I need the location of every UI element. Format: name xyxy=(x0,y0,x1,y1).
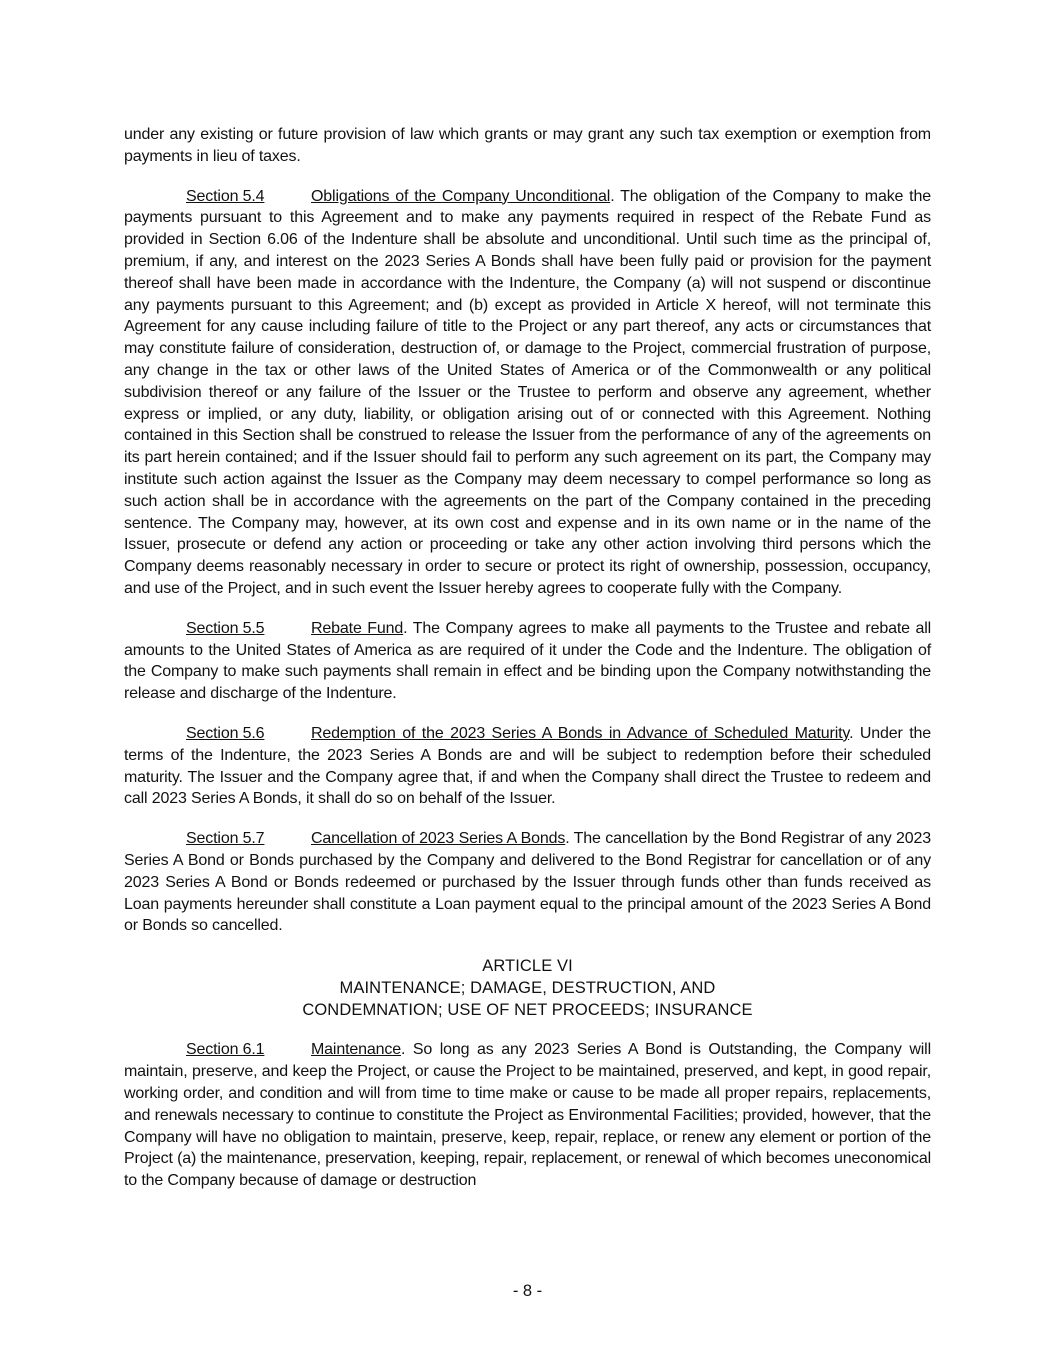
article-number: ARTICLE VI xyxy=(482,957,573,976)
section-5-5 xyxy=(124,618,931,705)
section-body: . The cancellation by the Bond Registrar of any 2023 Series A Bond or Bonds purchased by the Company and delivered to the Bond Registrar for cancellation or of any 2023 Series A Bond or Bonds redeemed or purchased by the Issuer through funds other than funds received as Loan payments hereunder shall constitute a Loan payment equal to the principal amount of the 2023 Series A Bond or Bonds so cancelled. xyxy=(124,830,931,935)
section-title: Maintenance xyxy=(311,1041,401,1059)
section-body: . So long as any 2023 Series A Bond is Outstanding, the Company will maintain, preserve, and keep the Project, or cause the Project to be maintained, preserved, and kept, in good repair, working order, and condition and will from time to time make or cause to be made all proper repairs, replacements, and renewals necessary to continue to constitute the Project as Environmental Facilities; provided, however, that the Company will have no obligation to maintain, preserve, keep, repair, replace, or renew any element or portion of the Project (a) the maintenance, preservation, keeping, repair, replacement, or renewal of which becomes uneconomical to the Company because of damage or destruction xyxy=(124,1041,931,1190)
document-page xyxy=(124,124,931,1192)
section-title: Redemption of the 2023 Series A Bonds in Advance of Scheduled Maturity xyxy=(311,724,850,742)
section-body: . Under the terms of the Indenture, the 2023 Series A Bonds are and will be subject to redemption before their scheduled maturity. The Issuer and the Company agree that, if and when the Company shall direct the Trustee to redeem and call 2023 Series A Bonds, it shall do so on behalf of the Issuer. xyxy=(124,724,931,808)
page-number: - 8 - xyxy=(512,1282,543,1300)
section-body: . The obligation of the Company to make the payments pursuant to this Agreement and to make any payments required in respect of the Rebate Fund as provided in Section 6.06 of the Indenture shall be absolute and unconditional. Until such time as the principal of, premium, if any, and interest on the 2023 Series A Bonds shall have been fully paid or provision for the payment thereof shall have been made in accordance with the Indenture, the Company (a) will not suspend or discontinue any payments pursuant to this Agreement; and (b) except as provided in Article X hereof, will not terminate this Agreement for any cause including failure of title to the Project or any part thereof, any acts or circumstances that may constitute failure of consideration, destruction of, or damage to the Project, commercial frustration of purpose, any change in the tax or other laws of the United States of America or of the Commonwealth or any political subdivision thereof or any failure of the Issuer or the Trustee to perform and observe any agreement, whether express or implied, or any duty, liability, or obligation arising out of or connected with this Agreement. Nothing contained in this Section shall be construed to release the Issuer from the performance of any of the agreements on its part herein contained; and if the Issuer should fail to perform any such agreement on its part, the Company may institute such action against the Issuer as the Company may deem necessary to compel performance so long as such action shall be in accordance with the agreements on the part of the Company contained in the preceding sentence. The Company may, however, at its own cost and expense and in its own name or in the name of the Issuer, prosecute or defend any action or proceeding or take any other action involving third persons which the Company deems reasonably necessary in order to secure or protect its right of ownership, possession, occupancy, and use of the Project, and in such event the Issuer hereby agrees to cooperate fully with the Company. xyxy=(124,187,931,597)
section-number: Section 5.7 xyxy=(186,830,265,848)
section-5-4 xyxy=(124,186,931,600)
article-heading xyxy=(124,956,931,1021)
section-body: . The Company agrees to make all payments to the Trustee and rebate all amounts to the United States of America as are required of it under the Code and the Indenture. The obligation of the Company to make such payments shall remain in effect and be binding upon the Company notwithstanding the release and discharge of the Indenture. xyxy=(124,619,932,703)
article-title-line-1: MAINTENANCE; DAMAGE, DESTRUCTION, AND xyxy=(339,978,716,997)
intro-paragraph: under any existing or future provision of law which grants or may grant any such tax exemption or exemption from payments in lieu of taxes. xyxy=(124,126,931,165)
section-number: Section 5.4 xyxy=(186,187,265,205)
section-title: Rebate Fund xyxy=(311,619,404,637)
article-title-line-2: CONDEMNATION; USE OF NET PROCEEDS; INSURANCE xyxy=(302,1000,753,1019)
section-number: Section 6.1 xyxy=(186,1041,265,1059)
section-5-7 xyxy=(124,828,931,937)
section-number: Section 5.6 xyxy=(186,724,265,742)
section-5-6 xyxy=(124,723,931,810)
section-title: Cancellation of 2023 Series A Bonds xyxy=(311,830,566,848)
section-6-1 xyxy=(124,1039,931,1192)
section-title: Obligations of the Company Unconditional xyxy=(311,187,611,205)
section-number: Section 5.5 xyxy=(186,619,265,637)
